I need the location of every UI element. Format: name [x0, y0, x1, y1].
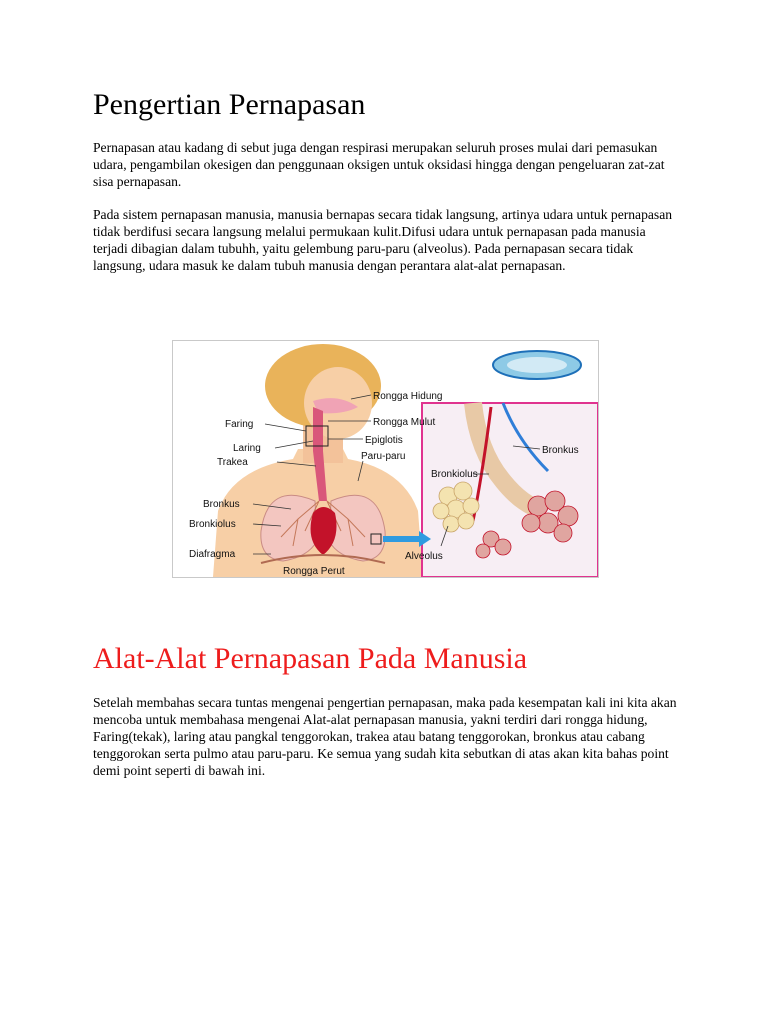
respiratory-system-illustration — [172, 340, 599, 578]
label-bronkiolus-left: Bronkiolus — [189, 519, 236, 530]
label-epiglotis: Epiglotis — [365, 435, 403, 446]
watermark-logo — [493, 351, 581, 379]
label-bronkus-left: Bronkus — [203, 499, 240, 510]
paragraph-indirect-breathing: Pada sistem pernapasan manusia, manusia bernapas secara tidak langsung, artinya udara untuk pernapasan tidak berdifusi secara langsung melalui permukaan kulit.Difusi udara untuk pernapasan pada manusia terjadi dibagian dalam tubuhh, yaitu gelembung paru-paru (alveolus). Pada pernapasan secara tidak langsung, udara masuk ke dalam tubuh manusia dengan perantara alat-alat pernapasan. — [93, 207, 673, 273]
label-rongga-perut: Rongga Perut — [283, 566, 345, 577]
label-paru-paru: Paru-paru — [361, 451, 406, 462]
label-bronkus-right: Bronkus — [542, 445, 579, 456]
label-trakea: Trakea — [217, 457, 248, 468]
respiratory-diagram — [173, 341, 598, 577]
label-rongga-hidung: Rongga Hidung — [373, 391, 443, 402]
label-laring: Laring — [233, 443, 261, 454]
label-rongga-mulut: Rongga Mulut — [373, 417, 436, 428]
section-title-pengertian: Pengertian Pernapasan — [93, 88, 366, 121]
paragraph-organs-intro: Setelah membahas secara tuntas mengenai pengertian pernapasan, maka pada kesempatan kali ini kita akan mencoba untuk membahasa mengenai Alat-alat pernapasan manusia, yakni terdiri dari rongga hidung, Faring(tekak), laring atau pangkal tenggorokan, trakea atau batang tenggorokan, bronkus atau cabang tenggorokan serta pulmo atau paru-paru. Ke semua yang sudah kita sebutkan di atas akan kita bahas point demi point seperti di bawah ini. — [93, 695, 677, 778]
label-faring: Faring — [225, 419, 254, 430]
label-bronkiolus-right: Bronkiolus — [431, 469, 478, 480]
label-alveolus: Alveolus — [405, 551, 443, 562]
section-title-alat-alat: Alat-Alat Pernapasan Pada Manusia — [93, 642, 528, 675]
paragraph-definition: Pernapasan atau kadang di sebut juga dengan respirasi merupakan seluruh proses mulai dari pemasukan udara, pengambilan okesigen dan penggunaan oksigen untuk oksidasi hingga dengan pengeluaran zat-zat sisa pernapasan. — [93, 140, 665, 189]
label-diafragma: Diafragma — [189, 549, 236, 560]
